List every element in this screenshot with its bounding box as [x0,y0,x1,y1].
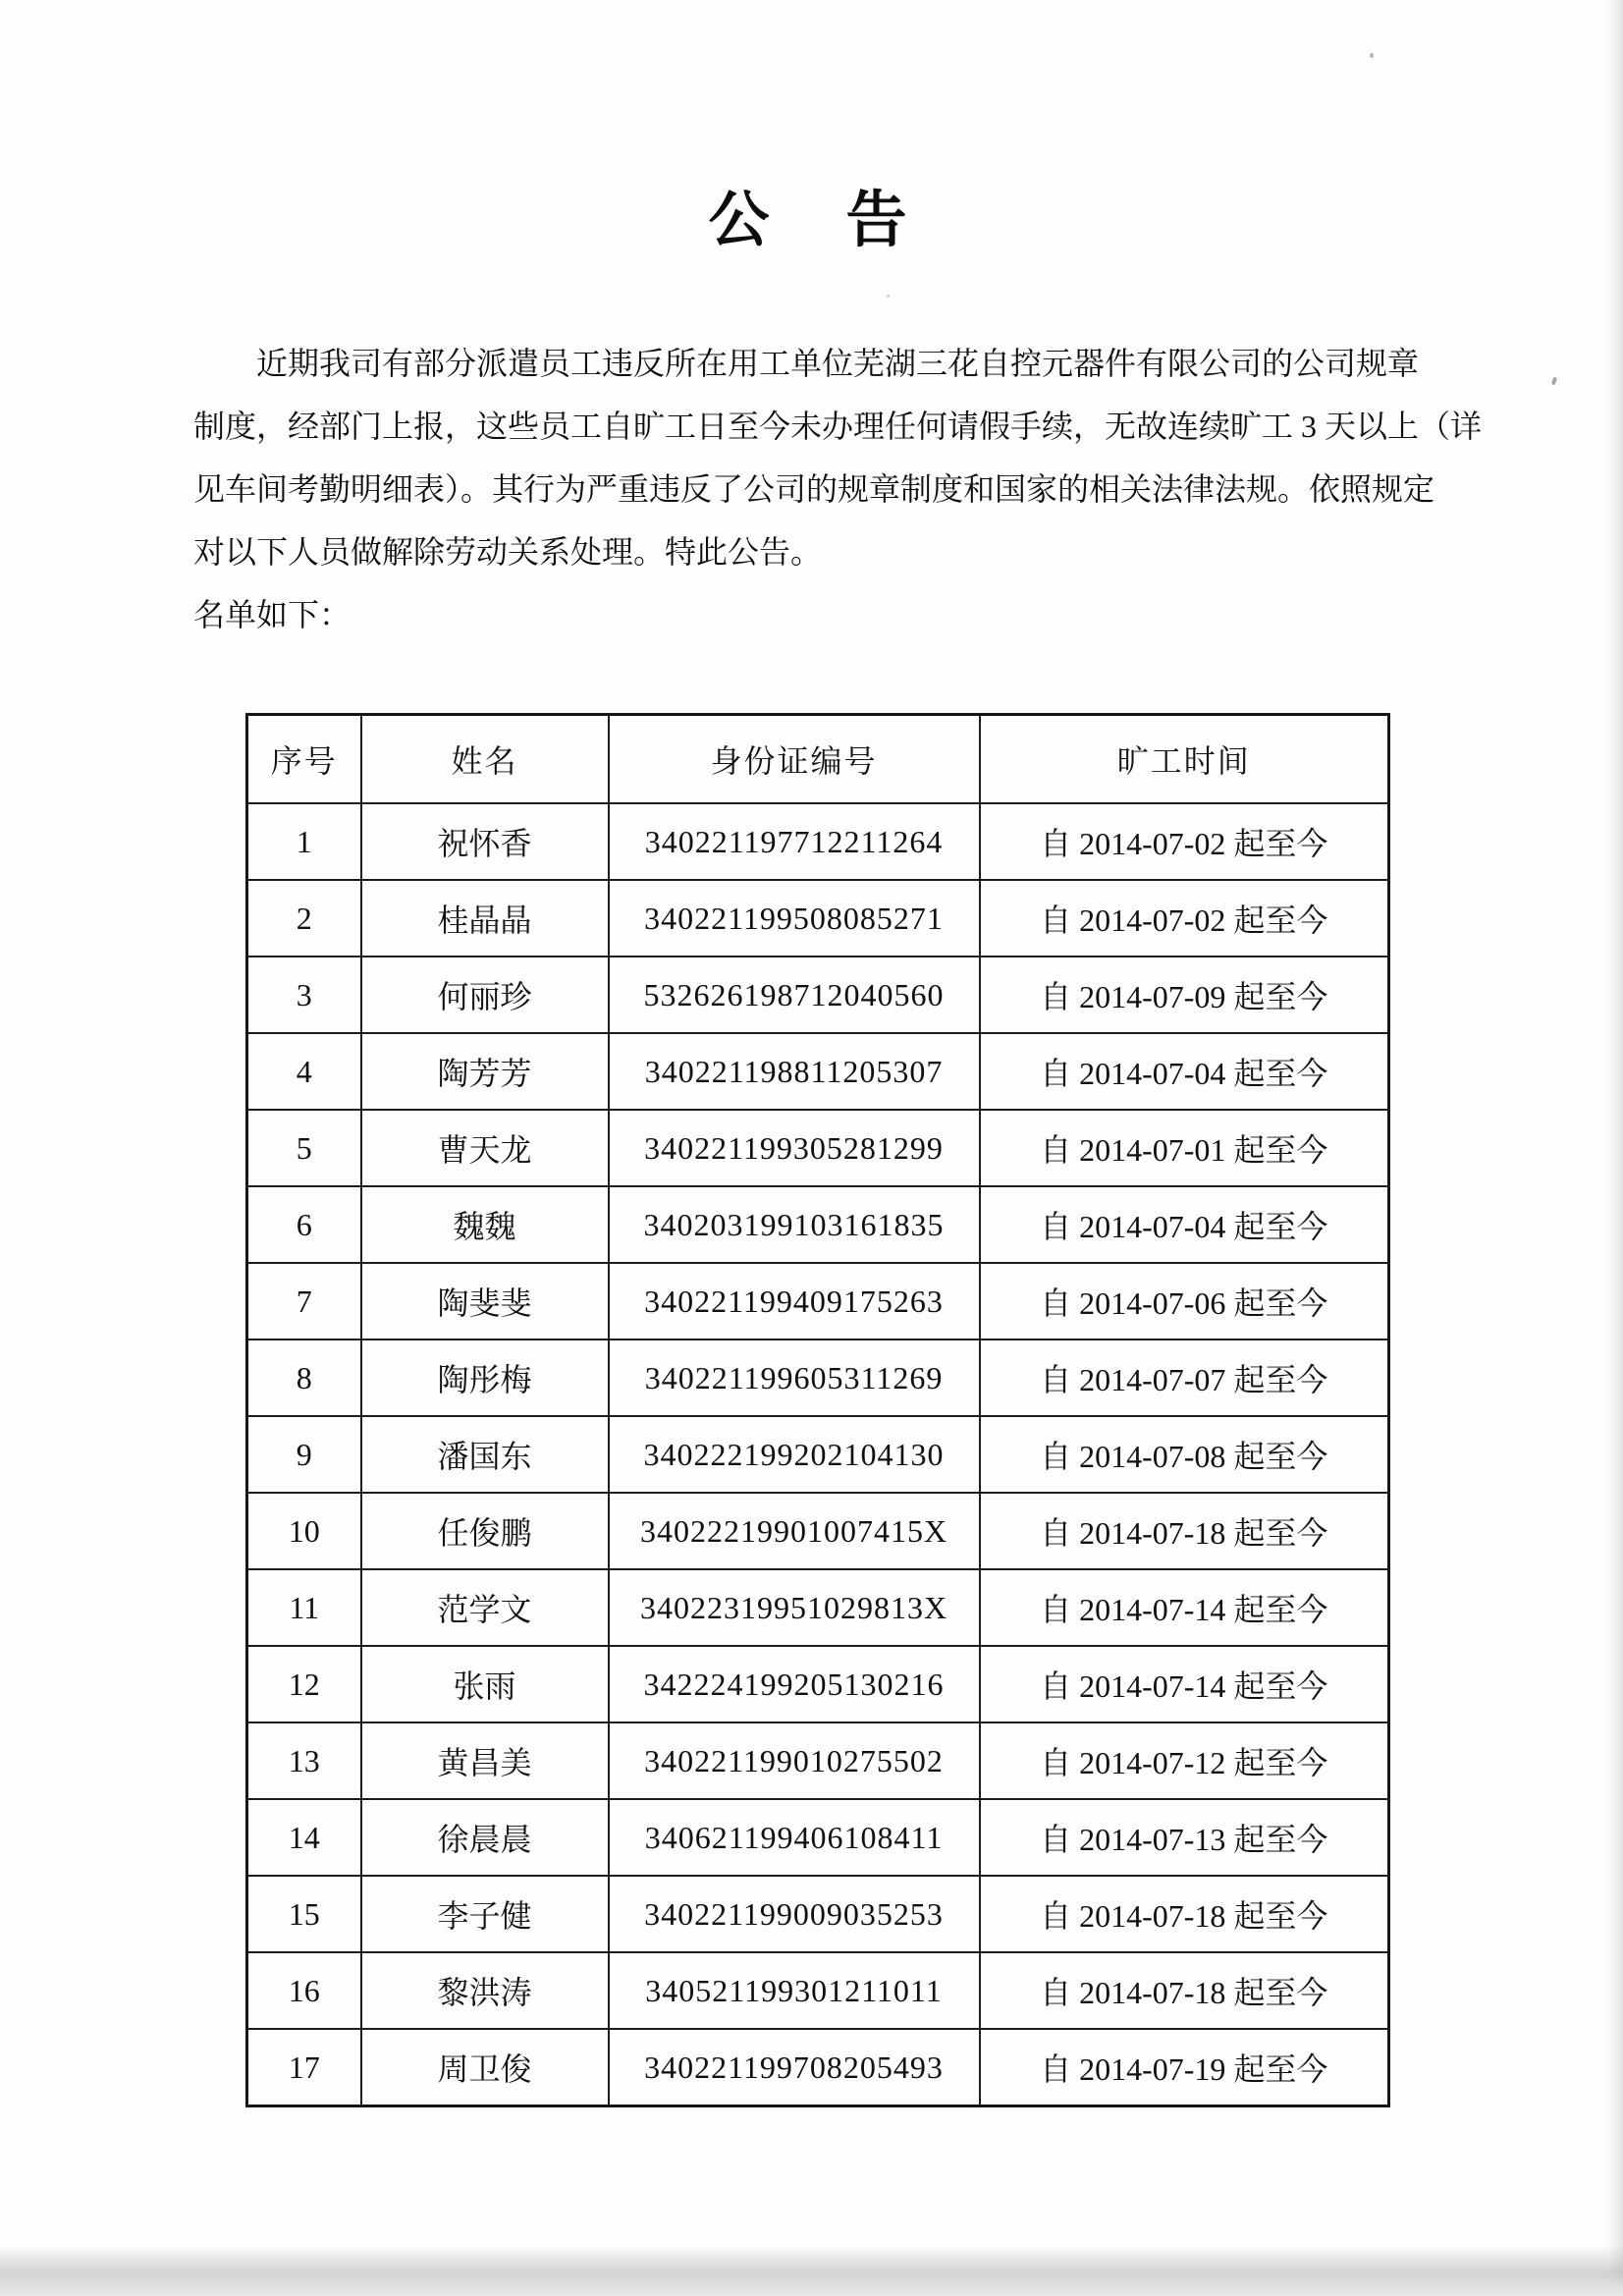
name-cell: 桂晶晶 [361,880,609,957]
absence-period-cell: 自 2014-07-14 起至今 [980,1569,1389,1646]
id-number-cell: 340521199301211011 [609,1952,980,2029]
row-number-cell: 8 [247,1339,361,1416]
id-number-cell: 340221197712211264 [609,803,980,880]
name-cell: 曹天龙 [361,1110,609,1186]
name-cell: 任俊鹏 [361,1493,609,1569]
row-number-cell: 13 [247,1722,361,1799]
id-number-cell: 34022219901007415X [609,1493,980,1569]
absence-period-cell: 自 2014-07-18 起至今 [980,1876,1389,1952]
page-title: 公 告 [708,187,915,254]
scan-speck [1370,53,1374,58]
table-row [247,1339,1389,1416]
table-row [247,1722,1389,1799]
table-row [247,880,1389,957]
id-number-cell: 34022319951029813X [609,1569,980,1646]
table-row [247,803,1389,880]
announcement-body [193,332,1483,646]
table-row [247,1952,1389,2029]
scan-speck [887,295,890,298]
row-number-cell: 11 [247,1569,361,1646]
name-cell: 何丽珍 [361,957,609,1033]
absence-period-cell: 自 2014-07-01 起至今 [980,1110,1389,1186]
id-number-cell: 340221199305281299 [609,1110,980,1186]
name-cell: 徐晨晨 [361,1799,609,1876]
absence-period-cell: 自 2014-07-04 起至今 [980,1033,1389,1110]
name-cell: 黎洪涛 [361,1952,609,2029]
table-row [247,1263,1389,1339]
id-number-cell: 340221199708205493 [609,2029,980,2106]
table-row [247,1646,1389,1722]
header-serial-number: 序号 [247,715,361,804]
paragraph-line: 制度，经部门上报，这些员工自旷工日至今未办理任何请假手续，无故连续旷工 3 天以上（详 [193,409,1483,444]
id-number-cell: 340221199009035253 [609,1876,980,1952]
row-number-cell: 14 [247,1799,361,1876]
name-cell: 张雨 [361,1646,609,1722]
scan-page-edge-right [1607,0,1623,2296]
paragraph-line: 近期我司有部分派遣员工违反所在用工单位芜湖三花自控元器件有限公司的公司规章 [256,346,1420,381]
row-number-cell: 5 [247,1110,361,1186]
absence-period-cell: 自 2014-07-02 起至今 [980,880,1389,957]
table-row [247,957,1389,1033]
row-number-cell: 4 [247,1033,361,1110]
absence-period-cell: 自 2014-07-18 起至今 [980,1952,1389,2029]
absence-period-cell: 自 2014-07-18 起至今 [980,1493,1389,1569]
table-row [247,1799,1389,1876]
table-header-row [247,715,1389,804]
id-number-cell: 340621199406108411 [609,1799,980,1876]
name-cell: 李子健 [361,1876,609,1952]
id-number-cell: 340221199508085271 [609,880,980,957]
absence-period-cell: 自 2014-07-12 起至今 [980,1722,1389,1799]
table-row [247,1493,1389,1569]
table-row [247,1416,1389,1493]
id-number-cell: 340221199605311269 [609,1339,980,1416]
absence-period-cell: 自 2014-07-04 起至今 [980,1186,1389,1263]
table-body [247,803,1389,2106]
name-cell: 陶斐斐 [361,1263,609,1339]
row-number-cell: 12 [247,1646,361,1722]
table-row [247,1186,1389,1263]
row-number-cell: 17 [247,2029,361,2106]
id-number-cell: 340221199010275502 [609,1722,980,1799]
absence-period-cell: 自 2014-07-09 起至今 [980,957,1389,1033]
row-number-cell: 7 [247,1263,361,1339]
name-cell: 陶芳芳 [361,1033,609,1110]
name-cell: 祝怀香 [361,803,609,880]
absence-period-cell: 自 2014-07-07 起至今 [980,1339,1389,1416]
id-number-cell: 340221199409175263 [609,1263,980,1339]
table-row [247,2029,1389,2106]
header-absence-period: 旷工时间 [980,715,1389,804]
row-number-cell: 10 [247,1493,361,1569]
roster-table-wrap [245,713,1390,2107]
row-number-cell: 6 [247,1186,361,1263]
absence-period-cell: 自 2014-07-19 起至今 [980,2029,1389,2106]
id-number-cell: 340203199103161835 [609,1186,980,1263]
table-row [247,1033,1389,1110]
list-intro: 名单如下： [193,597,352,632]
header-id-number: 身份证编号 [609,715,980,804]
paragraph-line: 见车间考勤明细表）。其行为严重违反了公司的规章制度和国家的相关法律法规。依照规定 [193,471,1435,507]
row-number-cell: 16 [247,1952,361,2029]
paragraph-line: 对以下人员做解除劳动关系处理。特此公告。 [193,534,823,570]
name-cell: 魏魏 [361,1186,609,1263]
name-cell: 黄昌美 [361,1722,609,1799]
termination-roster-table [245,713,1390,2107]
row-number-cell: 1 [247,803,361,880]
row-number-cell: 15 [247,1876,361,1952]
header-name: 姓名 [361,715,609,804]
scan-page-edge-bottom [0,2245,1623,2296]
id-number-cell: 342224199205130216 [609,1646,980,1722]
table-row [247,1876,1389,1952]
absence-period-cell: 自 2014-07-02 起至今 [980,803,1389,880]
name-cell: 周卫俊 [361,2029,609,2106]
row-number-cell: 9 [247,1416,361,1493]
absence-period-cell: 自 2014-07-08 起至今 [980,1416,1389,1493]
absence-period-cell: 自 2014-07-06 起至今 [980,1263,1389,1339]
absence-period-cell: 自 2014-07-13 起至今 [980,1799,1389,1876]
id-number-cell: 532626198712040560 [609,957,980,1033]
absence-period-cell: 自 2014-07-14 起至今 [980,1646,1389,1722]
name-cell: 范学文 [361,1569,609,1646]
row-number-cell: 3 [247,957,361,1033]
name-cell: 潘国东 [361,1416,609,1493]
table-row [247,1110,1389,1186]
name-cell: 陶彤梅 [361,1339,609,1416]
id-number-cell: 340222199202104130 [609,1416,980,1493]
table-row [247,1569,1389,1646]
scan-speck [1551,377,1557,386]
id-number-cell: 340221198811205307 [609,1033,980,1110]
row-number-cell: 2 [247,880,361,957]
